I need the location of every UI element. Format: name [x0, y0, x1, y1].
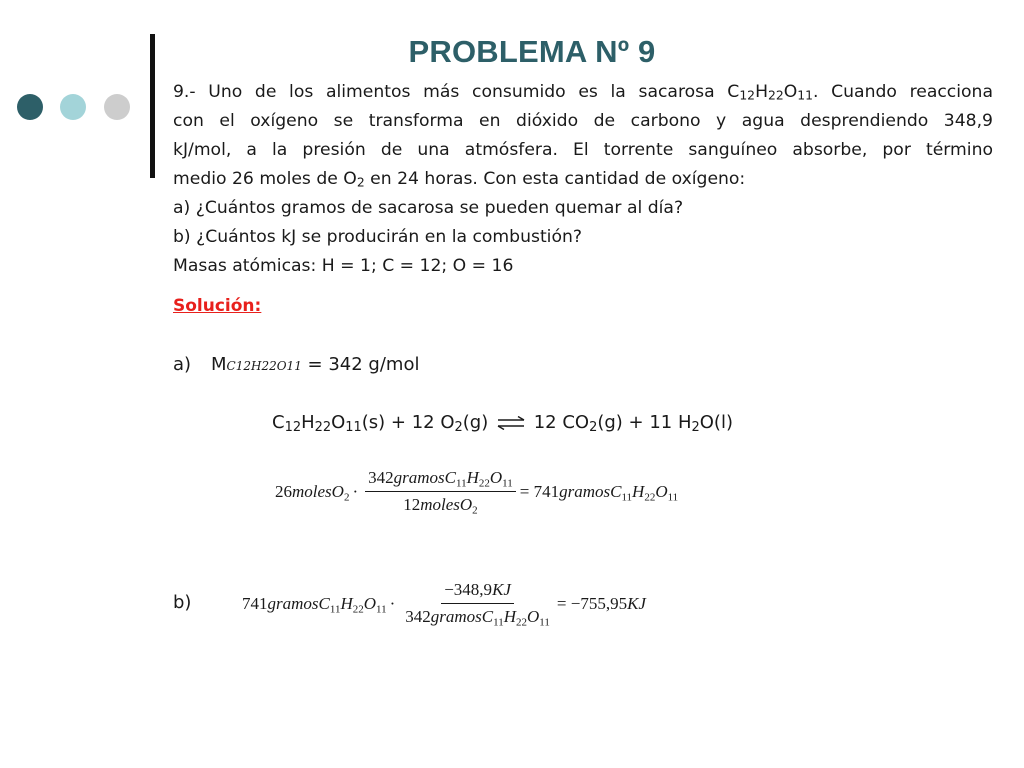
calculation-part-a: 26molesO$_2$ · $\frac{342gramosC_{11}H_{22}O_{11}}{12molesO_2}$ = $741gramosC_{11}H_{22}O_{11}$	[275, 468, 679, 517]
page-title: PROBLEMA Nº 9	[408, 34, 656, 69]
equilibrium-arrow-icon	[496, 416, 526, 430]
calc-a-numerator: $342gramosC_{11}H_{22}O_{11}$	[365, 468, 516, 492]
calc-b-numerator: −348,9KJ	[441, 580, 514, 604]
question-a: a) ¿Cuántos gramos de sacarosa se pueden quemar al día?	[173, 198, 684, 218]
vertical-divider	[150, 34, 155, 178]
calc-a-result: = $741gramosC_{11}H_{22}O_{11}$	[519, 481, 679, 503]
calc-b-result: = −755,95KJ	[556, 593, 646, 613]
problem-line-1: 9.- Uno de los alimentos más consumido es la sacarosa $C_{12}H_{22}O_{11}$. Cuando reacciona	[173, 82, 993, 103]
question-b: b) ¿Cuántos kJ se producirán en la combustión?	[173, 227, 582, 247]
calc-b-denominator: $342gramosC_{11}H_{22}O_{11}$	[405, 607, 550, 629]
part-b-label: b)	[173, 592, 192, 613]
part-a-molar-mass: a) MC12H22O11 = 342 g/mol	[173, 354, 420, 375]
calc-a-denominator: 12molesO$_2$	[403, 495, 478, 517]
problem-line-2: con el oxígeno se transforma en dióxido de carbono y agua desprendiendo 348,9	[173, 111, 993, 131]
problem-line-4: medio 26 moles de $O_2$ en 24 horas. Con esta cantidad de oxígeno:	[173, 169, 746, 190]
calc-a-lhs: 26molesO$_2$	[275, 481, 350, 503]
atomic-masses: Masas atómicas: H = 1; C = 12; O = 16	[173, 256, 514, 276]
decorative-dot-dark	[17, 94, 43, 120]
molar-mass-subscript: C12H22O11	[226, 359, 302, 373]
calc-a-fraction	[365, 468, 516, 515]
decorative-dot-light	[60, 94, 86, 120]
calculation-part-b: $741gramosC_{11}H_{22}O_{11}$ · $\frac{-348,9KJ}{342gramosC_{11}H_{22}O_{11}}$ = −755,95KJ	[242, 580, 646, 629]
solution-heading: Solución:	[173, 296, 262, 316]
calc-b-lhs: $741gramosC_{11}H_{22}O_{11}$	[242, 593, 387, 615]
calc-b-fraction	[402, 580, 553, 627]
part-a-label: a)	[173, 354, 192, 375]
combustion-reaction: $C_{12}H_{22}O_{11}(s) + 12$ $O_2(g)$ 12 $CO_2(g) + 11$ $H_2O(l)$	[272, 412, 733, 435]
problem-statement	[173, 78, 993, 281]
problem-line-3: kJ/mol, a la presión de una atmósfera. El torrente sanguíneo absorbe, por término	[173, 140, 993, 160]
decorative-dot-gray	[104, 94, 130, 120]
